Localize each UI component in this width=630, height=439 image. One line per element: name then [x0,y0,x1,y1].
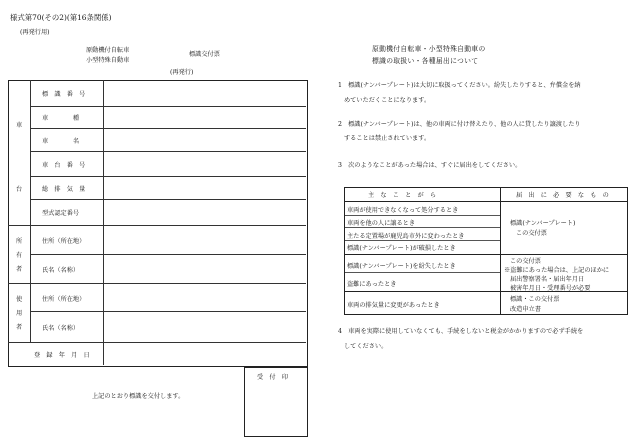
item4-line2: してください。 [344,343,388,350]
req2-line1: この交付票 [510,258,541,265]
section-owner-1: 所 [16,238,23,245]
info-title-line2: 標識の取扱い・各種届出について [372,57,479,65]
item1-line2: めていただくことになります。 [344,97,431,104]
section-user-2: 用 [16,310,23,317]
req2-line2: ※盗難にあった場合は、上記のほかに [504,267,610,274]
section-vehicle-bottom: 台 [16,186,23,193]
form-number: 様式第70(その2)(第16条関係) [10,13,112,22]
section-owner-2: 有 [16,252,23,259]
item2-line2: することは禁止されています。 [344,135,431,142]
issue-statement: 上記のとおり標識を交付します。 [92,393,185,400]
form-note: (再発行用) [20,29,50,36]
doc-title: 標識交付票 [189,51,220,58]
row-label-vehicle-name: 車 名 [42,138,80,145]
section-vehicle-top: 車 [16,122,23,129]
row-label-chassis-number: 車 台 番 号 [42,162,86,169]
case-theft: 盗難にあったとき [347,281,397,288]
section-user-3: 者 [16,324,23,331]
info-title-line1: 原動機付自転車・小型特殊自動車の [372,45,486,53]
item3-text: 3 次のようなことがあった場合は、すぐに届出をしてください。 [338,162,522,169]
section-user-1: 使 [16,296,23,303]
item4-line1: 4 車両を実際に使用していなくても、手続をしないと税金がかかりますので必ず手続を [338,328,584,335]
table-header-left: 主 な こ と が ら [368,192,437,199]
row-label-user-name: 氏名（名称） [42,325,80,332]
row-label-registration-date: 登 録 年 月 日 [34,352,90,359]
case-relocation: 主たる定置場が鹿児島市外に変わったとき [347,233,465,240]
case-lost: 標識(ナンバープレート)を紛失したとき [347,263,456,270]
stamp-label: 受 付 印 [257,374,288,381]
req2-line4: 被害年月日・受理番号が必要 [510,285,591,292]
case-displacement-change: 車両の排気量に変更があったとき [347,302,440,309]
case-damaged: 標識(ナンバープレート)が破損したとき [347,245,456,252]
case-disposal: 車両が使用できなくなって処分するとき [347,207,459,214]
item1-line1: 1 標識(ナンバープレート)は大切に取扱ってください。紛失したりすると、弁償金を納 [338,82,581,89]
item2-line1: 2 標識(ナンバープレート)は、他の車両に付け替えたり、他の人に貸したり譲渡したり [338,121,581,128]
vehicle-type-1: 原動機付自転車 [86,47,130,54]
row-label-owner-name: 氏名（名称） [42,267,80,274]
row-label-type-approval: 型式認定番号 [42,210,80,217]
req1-line1: 標識(ナンバープレート) [510,220,576,227]
req2-line3: 届出警察署名・届出年月日 [510,276,585,283]
row-label-plate-number: 標 識 番 号 [42,91,86,98]
row-label-displacement: 総 排 気 量 [42,186,86,193]
case-transfer: 車両を他の人に譲るとき [347,220,416,227]
req3-line2: 改造申立書 [510,306,541,313]
section-owner-3: 者 [16,266,23,273]
reissue-label: (再発行) [170,69,194,76]
vehicle-type-2: 小型特殊自動車 [86,57,130,64]
table-header-right: 届 出 に 必 要 な も の [516,192,609,199]
row-label-user-address: 住所（所在地） [42,296,86,303]
row-label-vehicle-class: 車 種 [42,115,80,122]
row-label-owner-address: 住所（所在地） [42,238,86,245]
req1-line2: この交付票 [516,230,547,237]
req3-line1: 標識・この交付票 [510,296,560,303]
